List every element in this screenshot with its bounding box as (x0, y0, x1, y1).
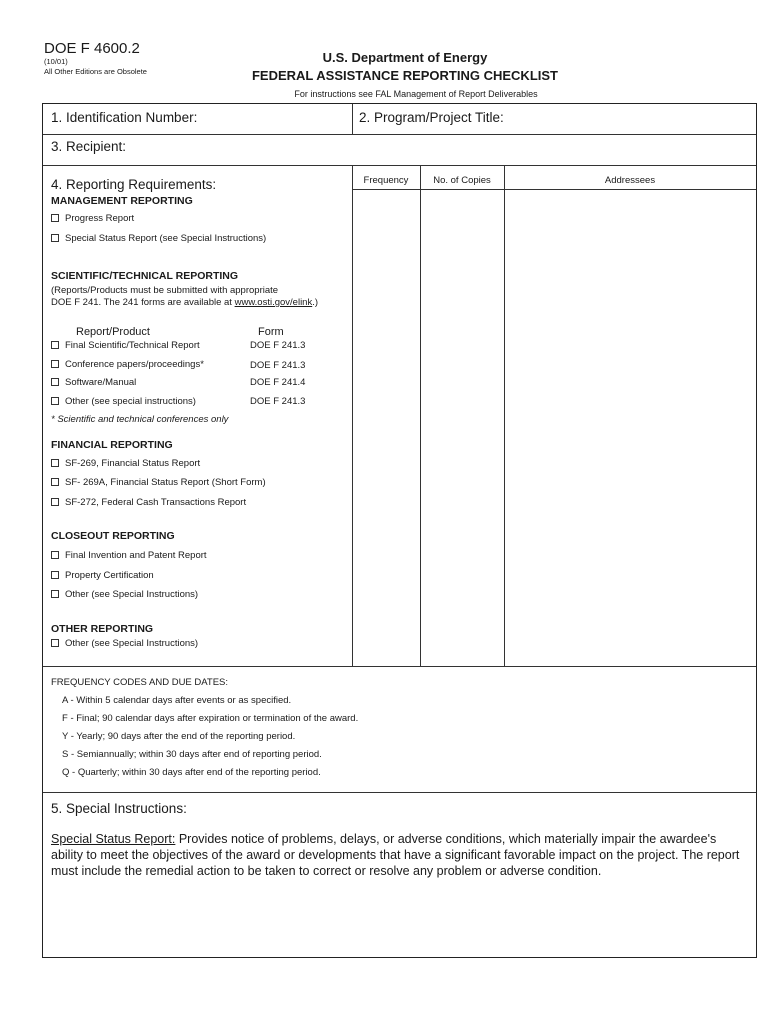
elink-link[interactable]: www.osti.gov/elink (234, 297, 313, 308)
frequency-code-a: A - Within 5 calendar days after events or as specified. (62, 695, 292, 706)
sf269a-item[interactable]: SF- 269A, Financial Status Report (Short Form) (51, 477, 266, 488)
scientific-note-line2: DOE F 241. The 241 forms are available at www.osti.gov/elink.) (51, 297, 319, 308)
conference-papers-item[interactable]: Conference papers/proceedings* (51, 359, 204, 370)
checkbox[interactable] (51, 397, 59, 405)
rule-after-reporting (43, 666, 756, 667)
checkbox[interactable] (51, 459, 59, 467)
form-number: DOE F 4600.2 (44, 40, 140, 57)
property-certification-item[interactable]: Property Certification (51, 570, 154, 581)
scientific-footnote: * Scientific and technical conferences only (51, 414, 229, 425)
checkbox[interactable] (51, 498, 59, 506)
rule-after-row1 (43, 134, 756, 135)
form-column-header: Form (258, 326, 284, 338)
divider-addressees-col (504, 166, 505, 666)
special-instructions-text[interactable] (51, 831, 741, 879)
scientific-heading: SCIENTIFIC/TECHNICAL REPORTING (51, 270, 239, 282)
copies-column-header: No. of Copies (433, 175, 491, 186)
recipient-field[interactable]: 3. Recipient: (51, 139, 127, 154)
checkbox[interactable] (51, 378, 59, 386)
checkbox[interactable] (51, 639, 59, 647)
special-instructions-label: 5. Special Instructions: (51, 801, 187, 816)
other-scientific-item[interactable]: Other (see special instructions) (51, 396, 196, 407)
checkbox[interactable] (51, 234, 59, 242)
checkbox[interactable] (51, 478, 59, 486)
report-product-column-header: Report/Product (76, 326, 150, 338)
divider-row1 (352, 104, 353, 135)
agency-name: U.S. Department of Energy (322, 50, 488, 65)
checkbox[interactable] (51, 551, 59, 559)
sf272-item[interactable]: SF-272, Federal Cash Transactions Report (51, 497, 246, 508)
software-manual-item[interactable]: Software/Manual (51, 377, 136, 388)
other-reporting-heading: OTHER REPORTING (51, 623, 154, 635)
checkbox[interactable] (51, 571, 59, 579)
rule-after-frequency (43, 792, 756, 793)
other-closeout-item[interactable]: Other (see Special Instructions) (51, 589, 198, 600)
frequency-code-f: F - Final; 90 calendar days after expiration or termination of the award. (62, 713, 359, 724)
checkbox[interactable] (51, 360, 59, 368)
rule-after-recipient (43, 165, 756, 166)
checkbox[interactable] (51, 590, 59, 598)
closeout-heading: CLOSEOUT REPORTING (51, 530, 175, 542)
final-technical-report-item[interactable]: Final Scientific/Technical Report (51, 340, 200, 351)
form-value: DOE F 241.3 (250, 396, 306, 407)
progress-report-item[interactable]: Progress Report (51, 213, 134, 224)
management-heading: MANAGEMENT REPORTING (51, 195, 193, 207)
special-status-lead: Special Status Report: (51, 832, 176, 846)
obsolete-note: All Other Editions are Obsolete (44, 67, 147, 76)
identification-number-field[interactable]: 1. Identification Number: (51, 110, 198, 125)
form-value: DOE F 241.3 (250, 360, 306, 371)
form-value: DOE F 241.3 (250, 340, 306, 351)
divider-frequency-col (352, 166, 353, 666)
financial-heading: FINANCIAL REPORTING (51, 439, 173, 451)
other-reporting-item[interactable]: Other (see Special Instructions) (51, 638, 198, 649)
checkbox[interactable] (51, 341, 59, 349)
reporting-requirements-label: 4. Reporting Requirements: (51, 177, 217, 192)
form-revision: (10/01) (44, 57, 68, 66)
frequency-codes-heading: FREQUENCY CODES AND DUE DATES: (51, 677, 229, 688)
sf269-item[interactable]: SF-269, Financial Status Report (51, 458, 200, 469)
special-status-report-item[interactable]: Special Status Report (see Special Instructions) (51, 233, 266, 244)
frequency-code-q: Q - Quarterly; within 30 days after end of the reporting period. (62, 767, 321, 778)
divider-copies-col (420, 166, 421, 666)
checkbox[interactable] (51, 214, 59, 222)
form-title: FEDERAL ASSISTANCE REPORTING CHECKLIST (251, 68, 558, 83)
frequency-code-y: Y - Yearly; 90 days after the end of the reporting period. (62, 731, 296, 742)
frequency-column-header: Frequency (363, 175, 409, 186)
addressees-column-header: Addressees (604, 175, 656, 186)
invention-patent-item[interactable]: Final Invention and Patent Report (51, 550, 207, 561)
program-title-field[interactable]: 2. Program/Project Title: (359, 110, 504, 125)
frequency-code-s: S - Semiannually; within 30 days after end of reporting period. (62, 749, 322, 760)
instructions-note: For instructions see FAL Management of Report Deliverables (294, 89, 538, 99)
special-instructions-body: Provides notice of problems, delays, or adverse conditions, which materially impair the awardee's ability to meet the objectives of the award or developments that have a significant favorable impact on the project. The report must include the remedial action to be taken to correct or resolve any problem or adverse condition. (51, 832, 740, 878)
column-header-rule (352, 189, 756, 190)
form-value: DOE F 241.4 (250, 377, 306, 388)
scientific-note-line1: (Reports/Products must be submitted with appropriate (51, 285, 279, 296)
